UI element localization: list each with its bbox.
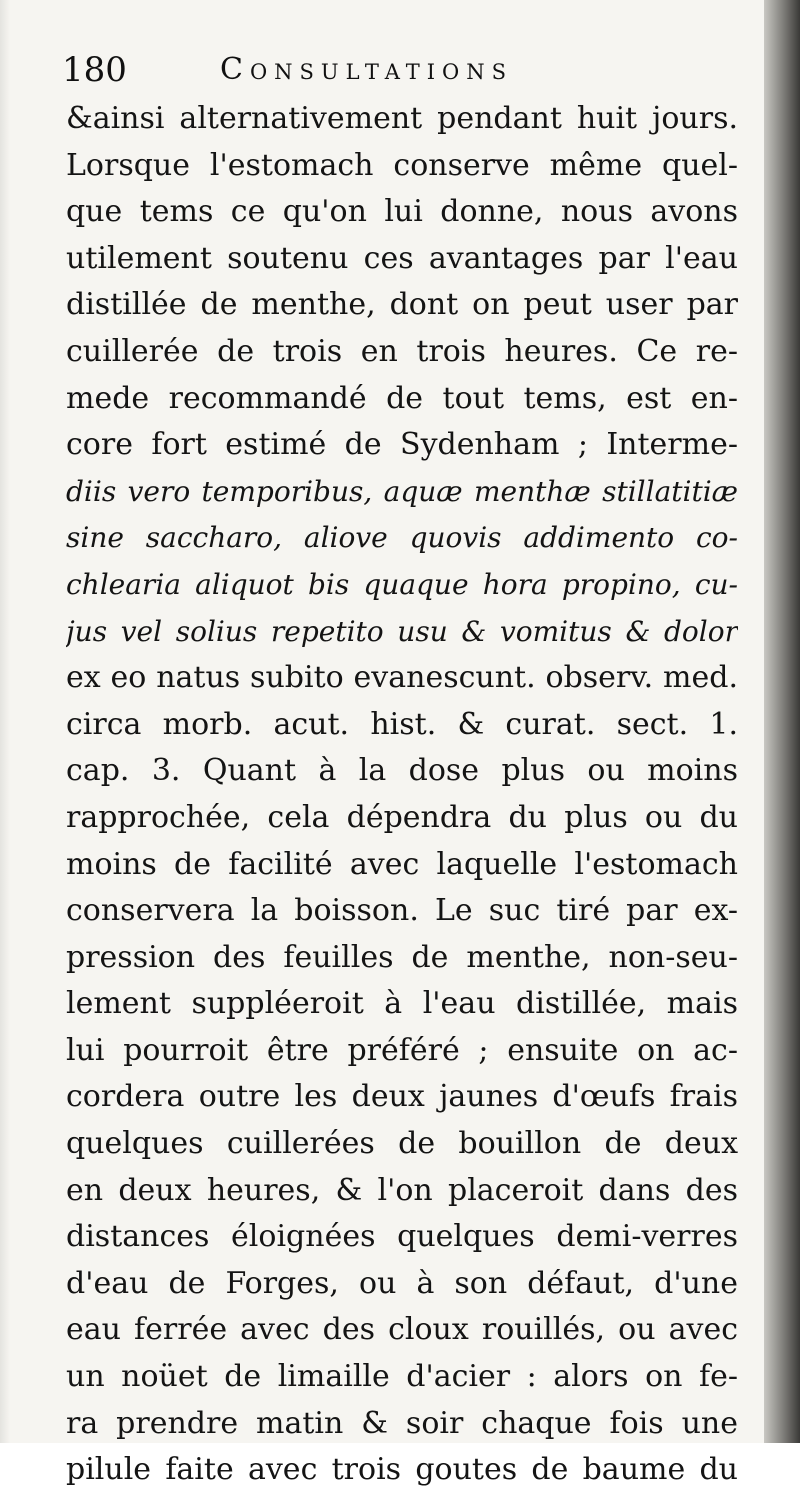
text-line: eau ferrée avec des cloux rouillés, ou avec — [66, 1312, 738, 1348]
text-line: pression des feuilles de menthe, non-seu- — [66, 939, 738, 975]
text-line: Lorsque l'estomach conserve même quel- — [66, 147, 738, 183]
text-line: que tems ce qu'on lui donne, nous avons — [66, 194, 738, 230]
page-left-edge — [0, 0, 10, 1443]
page-number: 180 — [62, 50, 127, 90]
text-line: distances éloignées quelques demi-verres — [66, 1219, 738, 1255]
text-line: cuillerée de trois en trois heures. Ce re- — [66, 333, 738, 369]
text-line: cordera outre les deux jaunes d'œufs frais — [66, 1079, 738, 1115]
text-line: moins de facilité avec laquelle l'estomach — [66, 846, 738, 882]
text-line: lement suppléeroit à l'eau distillée, mais — [66, 986, 738, 1022]
text-line: quelques cuillerées de bouillon de deux — [66, 1126, 738, 1162]
text-line: chlearia aliquot bis quaque hora propino, cu- — [66, 567, 738, 601]
text-line: utilement soutenu ces avantages par l'eau — [66, 240, 738, 276]
text-line: rapprochée, cela dépendra du plus ou du — [66, 799, 738, 835]
running-title: Consultations — [220, 52, 514, 87]
text-line: d'eau de Forges, ou à son défaut, d'une — [66, 1265, 738, 1301]
text-line: distillée de menthe, dont on peut user par — [66, 287, 738, 323]
page-binding-shadow — [764, 0, 800, 1443]
text-line: pilule faite avec trois goutes de baume du — [66, 1452, 738, 1488]
text-line: un noüet de limaille d'acier : alors on fe- — [66, 1359, 738, 1395]
text-line: mede recommandé de tout tems, est en- — [66, 380, 738, 416]
text-line: lui pourroit être préféré ; ensuite on ac- — [66, 1032, 738, 1068]
text-line: circa morb. acut. hist. & curat. sect. 1. — [66, 706, 738, 742]
text-line: jus vel solius repetito usu & vomitus & dolor — [66, 614, 738, 648]
text-line: core fort estimé de Sydenham ; Interme- — [66, 427, 738, 463]
text-line: en deux heures, & l'on placeroit dans des — [66, 1172, 738, 1208]
body-text — [66, 96, 738, 1494]
page-header — [62, 48, 742, 92]
text-line: sine saccharo, aliove quovis addimento co- — [66, 521, 738, 555]
text-line: cap. 3. Quant à la dose plus ou moins — [66, 753, 738, 789]
text-line: diis vero temporibus, aquæ menthæ stillatitiæ — [66, 474, 738, 508]
text-line: ra prendre matin & soir chaque fois une — [66, 1405, 738, 1441]
text-line: ex eo natus subito evanescunt. observ. med. — [66, 660, 738, 696]
text-line: &ainsi alternativement pendant huit jours. — [66, 101, 738, 136]
text-line: conservera la boisson. Le suc tiré par ex- — [66, 893, 738, 929]
